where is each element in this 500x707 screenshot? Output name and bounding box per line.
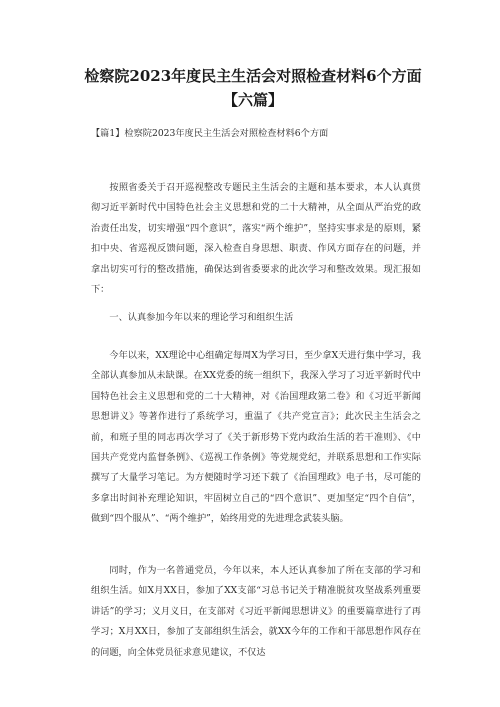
- intro-paragraph: 按照省委关于召开巡视整改专题民主生活会的主题和基本要求，本人认真贯彻习近平新时代中国特色社会主义思想和党的二十大精神，从全面从严治党的政治责任出发，切实增强“四个意识”，落实“两个维护”，坚持实事求是的原则，紧扣中央、省巡视反馈问题，深入检查自身思想、职责、作风方面存在的问题，并拿出切实可行的整改措施，确保达到省委要求的此次学习和整改效果。现汇报如下：: [91, 182, 421, 296]
- article-subheading: 【篇1】检察院2023年度民主生活会对照检查材料6个方面: [91, 128, 329, 139]
- body-paragraph: 今年以来，XX理论中心组确定每周X为学习日，至少拿X天进行集中学习，我全部认真参加从未缺课。在XX党委的统一组织下，我深入学习了习近平新时代中国特色社会主义思想和党的二十大精神，对《治国理政第二卷》和《习近平新闻思想讲义》等著作进行了系统学习，重温了《共产党宣言》；此次民主生活会之前，和班子里的同志再次学习了《关于新形势下党内政治生活的若干准则》、《中国共产党党内监督条例》、《巡视工作条例》等党规党纪，并联系思想和工作实际撰写了大量学习笔记。为方便随时学习还下载了《治国理政》电子书，尽可能的多拿出时间补充理论知识，牢固树立自己的“四个意识”、更加坚定“四个自信”，做到“四个服从”、“两个维护”，始终用党的先进理念武装头脑。: [91, 350, 421, 525]
- section-heading: 一、认真参加今年以来的理论学习和组织生活: [109, 312, 294, 323]
- document-title: 检察院2023年度民主生活会对照检查材料6个方面【六篇】: [84, 67, 422, 109]
- body-paragraph-continued: 同时，作为一名普通党员，今年以来，本人还认真参加了所在支部的学习和组织生活。如X月XX日，参加了XX支部“习总书记关于精准脱贫攻坚战系列重要讲话”的学习；义月义日，在支部对《习近平新闻思想讲义》的重要篇章进行了再学习；X月XX日，参加了支部组织生活会，就XX今年的工作和干部思想作风存在的问题，向全体党员征求意见建议，不仅达: [91, 565, 421, 658]
